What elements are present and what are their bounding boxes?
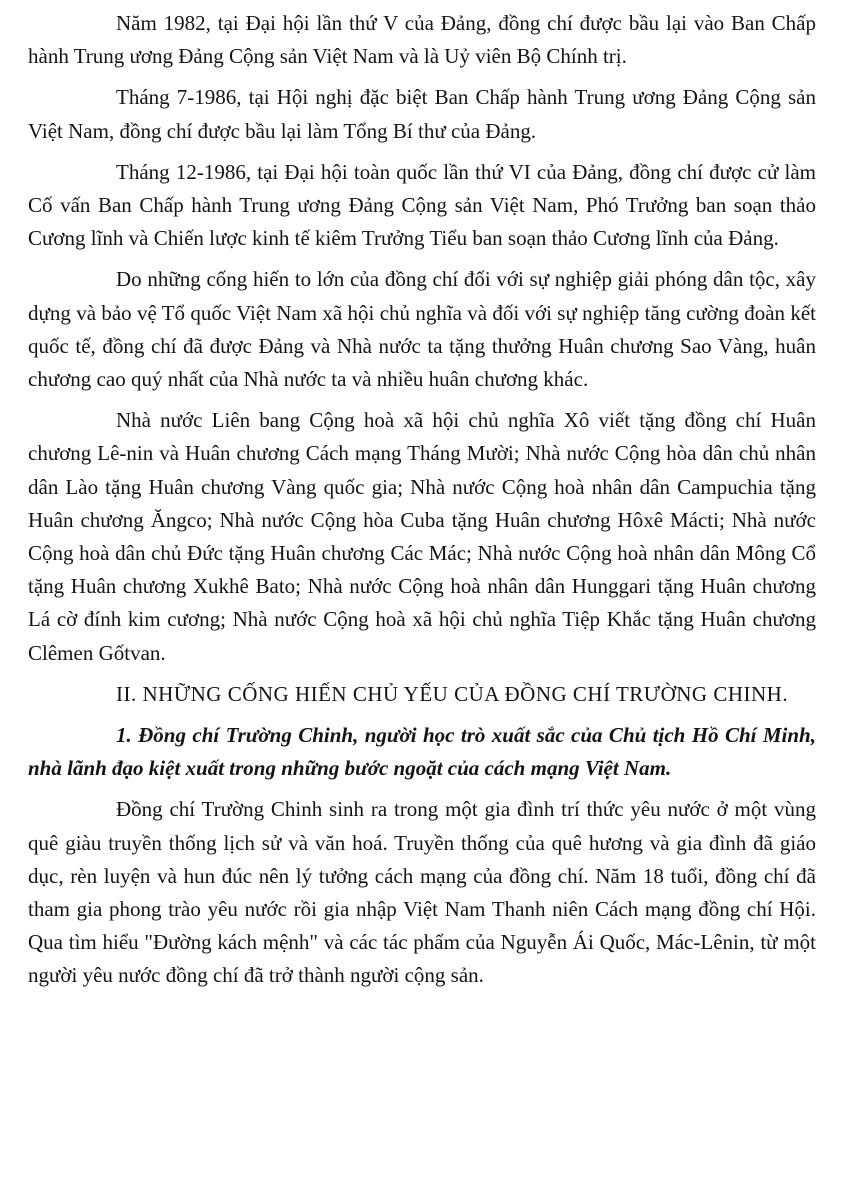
paragraph-july-1986: Tháng 7-1986, tại Hội nghị đặc biệt Ban Chấp hành Trung ương Đảng Cộng sản Việt Nam, đồng chí được bầu lại làm Tổng Bí thư của Đảng. [28, 85, 816, 143]
paragraph-foreign-awards: Nhà nước Liên bang Cộng hoà xã hội chủ nghĩa Xô viết tặng đồng chí Huân chương Lê-nin và Huân chương Cách mạng Tháng Mười; Nhà nước Cộng hòa dân chủ nhân dân Lào tặng Huân chương Vàng quốc gia; Nhà nước Cộng hoà nhân dân Campuchia tặng Huân chương Ăngco; Nhà nước Cộng hòa Cuba tặng Huân chương Hôxê Mácti; Nhà nước Cộng hoà dân chủ Đức tặng Huân chương Các Mác; Nhà nước Cộng hoà nhân dân Mông Cổ tặng Huân chương Xukhê Bato; Nhà nước Cộng hoà nhân dân Hunggari tặng Huân chương Lá cờ đính kim cương; Nhà nước Cộng hoà xã hội chủ nghĩa Tiệp Khắc tặng Huân chương Clêmen Gốtvan. [28, 408, 816, 665]
paragraph-awards: Do những cống hiến to lớn của đồng chí đối với sự nghiệp giải phóng dân tộc, xây dựng và bảo vệ Tổ quốc Việt Nam xã hội chủ nghĩa và đối với sự nghiệp tăng cường đoàn kết quốc tế, đồng chí đã được Đảng và Nhà nước ta tặng thưởng Huân chương Sao Vàng, huân chương cao quý nhất của Nhà nước ta và nhiều huân chương khác. [28, 267, 816, 392]
subsection-heading: 1. Đồng chí Trường Chinh, người học trò xuất sắc của Chủ tịch Hồ Chí Minh, nhà lãnh đạo kiệt xuất trong những bước ngoặt của cách mạng Việt Nam. [28, 723, 816, 781]
paragraph-early-life: Đồng chí Trường Chinh sinh ra trong một gia đình trí thức yêu nước ở một vùng quê giàu truyền thống lịch sử và văn hoá. Truyền thống của quê hương và gia đình đã giáo dục, rèn luyện và hun đúc nên lý tưởng cách mạng của đồng chí. Năm 18 tuổi, đồng chí đã tham gia phong trào yêu nước rồi gia nhập Việt Nam Thanh niên Cách mạng đồng chí Hội. Qua tìm hiểu "Đường kách mệnh" và các tác phẩm của Nguyễn Ái Quốc, Mác-Lênin, từ một người yêu nước đồng chí đã trở thành người cộng sản. [28, 797, 816, 988]
paragraph-1982-congress: Năm 1982, tại Đại hội lần thứ V của Đảng, đồng chí được bầu lại vào Ban Chấp hành Trung ương Đảng Cộng sản Việt Nam và là Uỷ viên Bộ Chính trị. [28, 11, 816, 69]
section-heading: II. NHỮNG CỐNG HIẾN CHỦ YẾU CỦA ĐỒNG CHÍ TRƯỜNG CHINH. [116, 681, 789, 706]
paragraph-dec-1986: Tháng 12-1986, tại Đại hội toàn quốc lần thứ VI của Đảng, đồng chí được cử làm Cố vấn Ban Chấp hành Trung ương Đảng Cộng sản Việt Nam, Phó Trưởng ban soạn thảo Cương lĩnh và Chiến lược kinh tế kiêm Trưởng Tiểu ban soạn thảo Cương lĩnh của Đảng. [28, 159, 816, 251]
